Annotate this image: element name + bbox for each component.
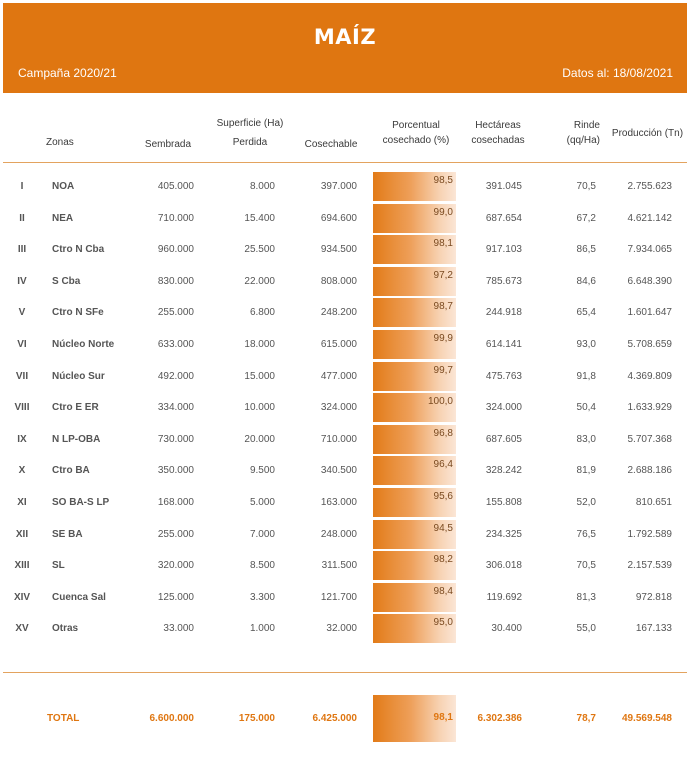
zone-number: VI	[17, 339, 27, 350]
table-row	[0, 392, 694, 423]
perdida-value: 5.000	[249, 497, 275, 508]
perdida-value: 8.500	[249, 560, 275, 572]
produccion-value: 810.651	[635, 497, 672, 508]
hectareas-value: 244.918	[485, 307, 522, 319]
hectareas-value: 687.654	[485, 212, 522, 224]
cosechable-value: 397.000	[320, 181, 357, 192]
cosechable-value: 324.000	[320, 402, 357, 414]
table-row	[0, 203, 694, 234]
cosechable-value: 340.500	[320, 465, 357, 477]
table-row	[0, 424, 694, 455]
rinde-value: 70,5	[576, 560, 596, 572]
sembrada-value: 33.000	[163, 623, 194, 635]
produccion-value: 2.157.539	[627, 560, 672, 572]
cosechable-value: 121.700	[320, 591, 357, 603]
rinde-value: 67,2	[576, 212, 596, 224]
percent-value: 98,5	[433, 175, 453, 186]
cosechable-value: 163.000	[320, 497, 357, 508]
hectareas-value: 234.325	[485, 528, 522, 540]
percent-bar	[373, 235, 456, 264]
perdida-value: 18.000	[244, 339, 275, 350]
percent-bar	[373, 456, 456, 485]
table-row	[0, 171, 694, 202]
percent-value: 98,2	[433, 554, 453, 566]
percent-bar	[373, 204, 456, 233]
zone-number: XI	[17, 497, 27, 508]
sembrada-value: 255.000	[157, 528, 194, 540]
cosechable-value: 934.500	[320, 244, 357, 256]
col-head-porcentual-1: Porcentual	[392, 120, 440, 131]
rinde-value: 83,0	[576, 433, 596, 445]
rinde-value: 81,3	[576, 591, 596, 603]
zone-name: SO BA-S LP	[52, 497, 110, 508]
sembrada-value: 830.000	[157, 275, 194, 287]
header-divider	[3, 162, 687, 163]
col-head-hectareas-1: Hectáreas	[475, 120, 521, 131]
col-head-sembrada: Sembrada	[144, 139, 192, 150]
hectareas-value: 155.808	[485, 497, 522, 508]
zone-number: XV	[15, 623, 29, 635]
zone-number: VII	[15, 370, 29, 382]
cosechable-value: 808.000	[320, 275, 357, 287]
col-head-perdida: Perdida	[232, 137, 268, 148]
zone-name: N LP-OBA	[52, 433, 101, 445]
hectareas-value: 917.103	[485, 244, 522, 256]
table-row	[0, 329, 694, 360]
hectareas-value: 475.763	[485, 370, 522, 382]
table-row	[0, 234, 694, 265]
rinde-value: 86,5	[576, 244, 596, 256]
total-label: TOTAL	[47, 713, 80, 724]
rinde-value: 84,6	[576, 275, 596, 287]
rinde-value: 52,0	[576, 497, 596, 508]
percent-value: 99,0	[433, 206, 453, 218]
hectareas-value: 687.605	[485, 433, 522, 445]
percent-value: 98,4	[433, 585, 453, 597]
col-head-produccion: Producción (Tn)	[611, 128, 684, 139]
sembrada-value: 405.000	[157, 181, 194, 192]
produccion-value: 7.934.065	[627, 244, 672, 256]
produccion-value: 6.648.390	[627, 275, 672, 287]
produccion-value: 1.633.929	[627, 402, 672, 414]
percent-value: 96,8	[433, 427, 453, 439]
hectareas-value: 119.692	[486, 591, 522, 603]
cosechable-value: 248.000	[320, 528, 357, 540]
data-date-label: Datos al: 18/08/2021	[562, 66, 673, 80]
zone-name: SE BA	[52, 528, 83, 540]
produccion-value: 167.133	[635, 623, 672, 635]
sembrada-value: 960.000	[157, 244, 194, 256]
cosechable-value: 694.600	[320, 212, 357, 224]
perdida-value: 20.000	[244, 433, 275, 445]
sembrada-value: 350.000	[157, 465, 194, 477]
percent-value: 99,7	[433, 364, 453, 376]
table-row	[0, 455, 694, 486]
hectareas-value: 614.141	[485, 339, 522, 350]
perdida-value: 15.400	[244, 212, 275, 224]
cosechable-value: 311.500	[321, 560, 357, 572]
zone-name: Ctro BA	[52, 465, 90, 477]
hectareas-value: 324.000	[485, 402, 522, 414]
zone-name: S Cba	[52, 275, 81, 287]
zone-name: SL	[52, 560, 65, 572]
percent-bar	[373, 614, 456, 643]
hectareas-value: 328.242	[485, 465, 522, 477]
cosechable-value: 477.000	[320, 370, 357, 382]
rinde-value: 70,5	[576, 181, 596, 192]
col-head-hectareas-2: cosechadas	[471, 135, 525, 146]
produccion-value: 2.688.186	[627, 465, 672, 477]
perdida-value: 6.800	[249, 307, 275, 319]
table-row	[0, 487, 694, 518]
total-produccion: 49.569.548	[621, 713, 672, 724]
zone-name: NOA	[52, 181, 75, 192]
percent-bar	[373, 298, 456, 327]
percent-bar	[373, 267, 456, 296]
produccion-value: 5.707.368	[627, 433, 672, 445]
total-cosechable: 6.425.000	[312, 713, 357, 724]
hectareas-value: 306.018	[485, 560, 522, 572]
produccion-value: 4.369.809	[627, 370, 672, 382]
cosechable-value: 615.000	[320, 339, 357, 350]
page-title: MAÍZ	[313, 25, 377, 49]
hectareas-value: 391.045	[485, 181, 522, 192]
sembrada-value: 492.000	[157, 370, 194, 382]
percent-bar	[373, 330, 456, 359]
table-row	[0, 582, 694, 613]
perdida-value: 3.300	[249, 591, 275, 603]
rinde-value: 76,5	[576, 528, 596, 540]
percent-bar	[373, 393, 456, 422]
col-head-zonas: Zonas	[46, 137, 74, 148]
col-head-porcentual-2: cosechado (%)	[382, 135, 450, 146]
rinde-value: 55,0	[576, 623, 596, 635]
perdida-value: 1.000	[249, 623, 275, 635]
zone-number: X	[18, 465, 26, 477]
zone-name: Núcleo Norte	[52, 339, 115, 350]
zone-number: XII	[15, 528, 29, 540]
header-banner	[3, 3, 687, 93]
percent-bar	[373, 172, 456, 201]
cosechable-value: 32.000	[326, 623, 357, 635]
table-row	[0, 613, 694, 644]
produccion-value: 2.755.623	[627, 181, 672, 192]
total-percent-value: 98,1	[433, 712, 453, 723]
zone-number: VIII	[14, 402, 30, 414]
total-divider	[3, 672, 687, 673]
zone-number: XIV	[13, 591, 31, 603]
total-rinde: 78,7	[576, 713, 596, 724]
col-head-cosechable: Cosechable	[304, 139, 358, 150]
sembrada-value: 168.000	[157, 497, 194, 508]
table-row	[0, 266, 694, 297]
zone-number: II	[19, 212, 25, 224]
produccion-value: 1.792.589	[627, 528, 672, 540]
sembrada-value: 730.000	[157, 433, 194, 445]
sembrada-value: 320.000	[157, 560, 194, 572]
zone-name: Núcleo Sur	[52, 370, 105, 382]
perdida-value: 25.500	[244, 244, 275, 256]
total-hectareas: 6.302.386	[477, 713, 522, 724]
percent-bar	[373, 488, 456, 517]
zone-name: Ctro N SFe	[52, 307, 104, 319]
produccion-value: 972.818	[635, 591, 672, 603]
rinde-value: 50,4	[576, 402, 596, 414]
percent-bar	[373, 583, 456, 612]
cosechable-value: 248.200	[320, 307, 357, 319]
zone-number: XIII	[14, 560, 30, 572]
campaign-label: Campaña 2020/21	[18, 66, 117, 80]
zone-number: IV	[17, 275, 27, 287]
produccion-value: 4.621.142	[627, 212, 672, 224]
percent-value: 97,2	[433, 269, 453, 281]
total-sembrada: 6.600.000	[149, 713, 194, 724]
col-head-superficie: Superficie (Ha)	[216, 118, 284, 129]
perdida-value: 9.500	[249, 465, 275, 477]
zone-name: NEA	[52, 212, 74, 224]
table-row	[0, 519, 694, 550]
percent-value: 98,1	[433, 238, 453, 250]
percent-value: 98,7	[433, 301, 453, 313]
rinde-value: 93,0	[576, 339, 596, 350]
zone-name: Ctro N Cba	[52, 244, 105, 256]
total-row	[0, 703, 694, 734]
table-row	[0, 361, 694, 392]
percent-bar	[373, 362, 456, 391]
table-row	[0, 550, 694, 581]
percent-value: 99,9	[433, 333, 453, 344]
produccion-value: 1.601.647	[627, 307, 672, 319]
col-head-rinde-1: Rinde	[573, 120, 600, 131]
percent-value: 96,4	[433, 459, 453, 471]
percent-bar	[373, 551, 456, 580]
hectareas-value: 785.673	[485, 275, 522, 287]
percent-value: 94,5	[433, 522, 453, 534]
sembrada-value: 334.000	[157, 402, 194, 414]
zone-name: Otras	[52, 623, 79, 635]
sembrada-value: 255.000	[157, 307, 194, 319]
cosechable-value: 710.000	[320, 433, 357, 445]
rinde-value: 65,4	[576, 307, 596, 319]
perdida-value: 22.000	[244, 275, 275, 287]
percent-bar	[373, 520, 456, 549]
percent-bar	[373, 425, 456, 454]
zone-name: Cuenca Sal	[52, 591, 106, 603]
percent-value: 95,0	[433, 617, 453, 629]
sembrada-value: 125.000	[157, 591, 194, 603]
col-head-rinde-2: (qq/Ha)	[566, 135, 600, 146]
perdida-value: 15.000	[244, 370, 275, 382]
zone-number: V	[18, 307, 26, 319]
zone-number: IX	[17, 433, 27, 445]
zone-number: I	[20, 181, 24, 192]
table-row	[0, 297, 694, 328]
zone-name: Ctro E ER	[52, 402, 99, 414]
perdida-value: 7.000	[249, 528, 275, 540]
rinde-value: 91,8	[576, 370, 596, 382]
percent-value: 100,0	[427, 396, 453, 408]
zone-number: III	[17, 244, 27, 256]
total-perdida: 175.000	[238, 713, 275, 724]
sembrada-value: 633.000	[157, 339, 194, 350]
hectareas-value: 30.400	[491, 623, 522, 635]
produccion-value: 5.708.659	[627, 339, 672, 350]
perdida-value: 10.000	[244, 402, 275, 414]
sembrada-value: 710.000	[157, 212, 194, 224]
rinde-value: 81,9	[576, 465, 596, 477]
perdida-value: 8.000	[249, 181, 275, 192]
percent-value: 95,6	[433, 491, 453, 502]
